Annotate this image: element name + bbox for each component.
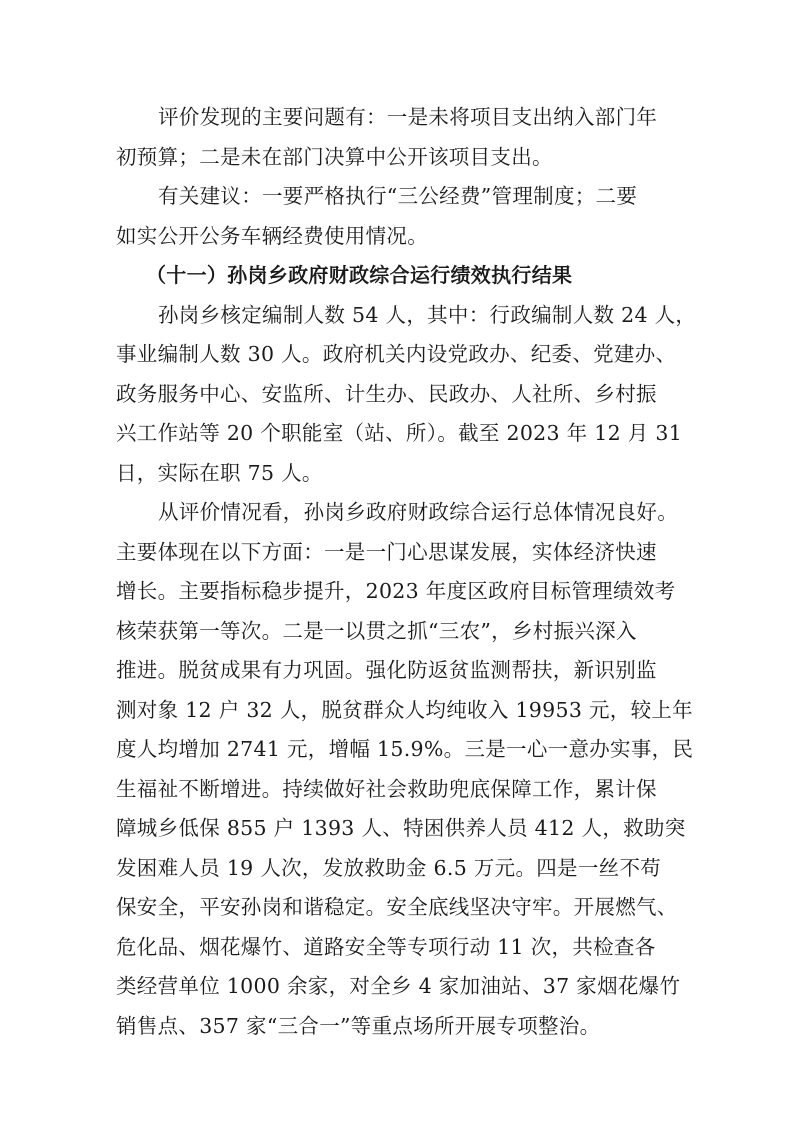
section-heading: （十一）孙岗乡政府财政综合运行绩效执行结果: [146, 263, 573, 287]
text-line: 有关建议：一要严格执行“三公经费”管理制度；二要: [158, 184, 638, 208]
text-line: 发困难人员 19 人次，发放救助金 6.5 万元。四是一丝不苟: [116, 855, 662, 880]
document-page: [116, 98, 697, 1046]
paragraph-evaluation: [116, 493, 694, 1046]
text-line: 孙岗乡核定编制人数 54 人，其中：行政编制人数 24 人，: [158, 302, 697, 327]
paragraph-problems: [116, 98, 686, 177]
text-line: 政务服务中心、安监所、计生办、民政办、人社所、乡村振: [116, 381, 657, 406]
text-line: 障城乡低保 855 户 1393 人、特困供养人员 412 人，救助突: [116, 816, 686, 840]
text-line: 推进。脱贫成果有力巩固。强化防返贫监测帮扶，新识别监: [116, 658, 657, 682]
paragraph-suggestions: [116, 177, 686, 256]
text-line: 销售点、357 家“三合一”等重点场所开展专项整治。: [116, 1013, 601, 1038]
text-line: 类经营单位 1000 余家，对全乡 4 家加油站、37 家烟花爆竹: [116, 974, 681, 998]
text-line: 评价发现的主要问题有：一是未将项目支出纳入部门年: [158, 105, 658, 129]
text-line: 度人均增加 2741 元，增幅 15.9%。三是一心一意办实事，民: [116, 737, 694, 761]
text-line: 增长。主要指标稳步提升，2023 年度区政府目标管理绩效考: [116, 579, 676, 603]
text-line: 保安全，平安孙岗和谐稳定。安全底线坚决守牢。开展燃气、: [116, 895, 678, 919]
text-line: 危化品、烟花爆竹、道路安全等专项行动 11 次，共检查各: [116, 934, 656, 959]
text-line: 日，实际在职 75 人。: [116, 460, 323, 485]
text-line: 如实公开公务车辆经费使用情况。: [116, 223, 428, 248]
paragraph-staffing: [116, 296, 697, 494]
text-line: 主要体现在以下方面：一是一门心思谋发展，实体经济快速: [116, 539, 657, 564]
text-line: 生福祉不断增进。持续做好社会救助兜底保障工作，累计保: [116, 776, 657, 801]
text-line: 测对象 12 户 32 人，脱贫群众人均纯收入 19953 元，较上年: [116, 697, 693, 722]
text-line: 从评价情况看，孙岗乡政府财政综合运行总体情况良好。: [158, 500, 678, 524]
text-line: 初预算；二是未在部门决算中公开该项目支出。: [116, 144, 553, 169]
text-line: 核荣获第一等次。二是一以贯之抓“三农”，乡村振兴深入: [116, 618, 637, 643]
text-line: 事业编制人数 30 人。政府机关内设党政办、纪委、党建办、: [116, 342, 677, 366]
text-line: 兴工作站等 20 个职能室（站、所）。截至 2023 年 12 月 31: [116, 421, 683, 445]
